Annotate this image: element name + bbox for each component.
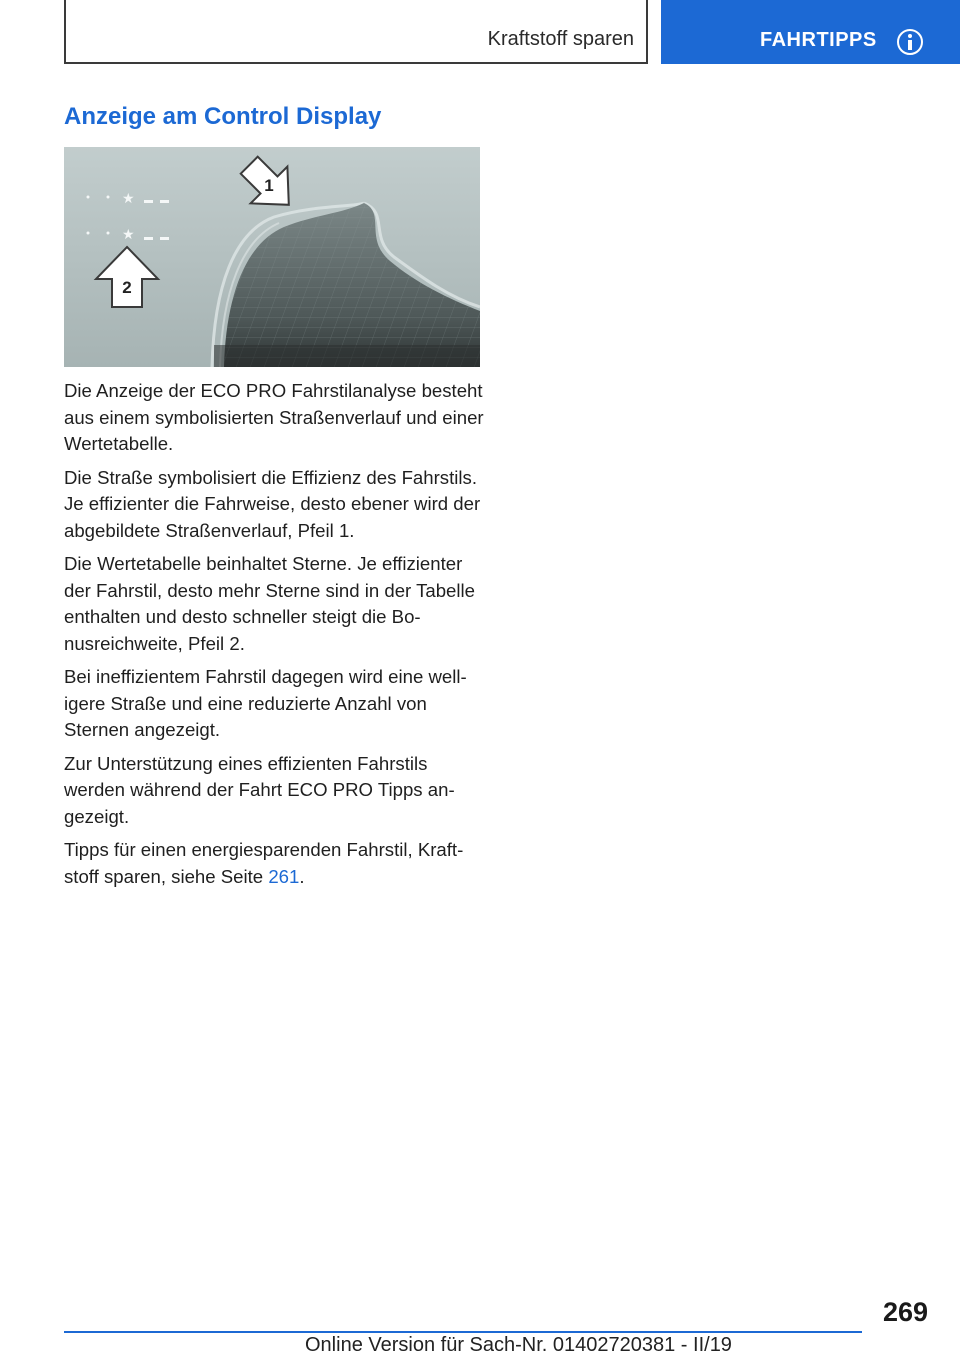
- body-text: [64, 378, 484, 897]
- page-number: 269: [882, 1297, 928, 1327]
- paragraph-6-text: Tipps für einen energiesparenden Fahrstil, Kraftstoff sparen, siehe Seite: [64, 839, 464, 887]
- header-section-box: [64, 0, 648, 64]
- eco-pro-display-figure: [64, 147, 480, 367]
- arrow-1-label: 1: [264, 176, 274, 195]
- svg-text:★: ★: [122, 227, 135, 243]
- paragraph-6-end: .: [299, 865, 305, 887]
- chapter-tab[interactable]: [661, 0, 960, 64]
- svg-text:★: ★: [122, 191, 135, 207]
- paragraph-1: Die Anzeige der ECO PRO Fahrstilanalyse besteht aus einem symbolisierten Straßenverlauf und einer Wertetabelle.: [64, 380, 484, 454]
- page-link-261[interactable]: 261: [268, 865, 300, 887]
- paragraph-6: [64, 837, 484, 890]
- section-title: Kraftstoff sparen: [487, 28, 634, 50]
- arrow-2-label: 2: [122, 278, 132, 297]
- footer-version-text: Online Version für Sach-Nr. 01402720381 - II/19: [305, 1334, 732, 1356]
- paragraph-5: Zur Unterstützung eines effizienten Fahrstils werden während der Fahrt ECO PRO Tipps angezeigt.: [64, 752, 455, 827]
- info-icon[interactable]: [897, 29, 923, 55]
- footer-divider: [64, 1331, 862, 1333]
- paragraph-4: Bei ineffizientem Fahrstil dagegen wird eine welligere Straße und eine reduzierte Anzahl von Sternen angezeigt.: [64, 666, 467, 740]
- chapter-title: FAHRTIPPS: [760, 29, 877, 51]
- page-heading: Anzeige am Control Display: [64, 103, 382, 130]
- paragraph-3: Die Wertetabelle beinhaltet Sterne. Je effizienter der Fahrstil, desto mehr Sterne sind in der Tabelle enthalten und desto schneller steigt die Bonusreichweite, Pfeil 2.: [64, 553, 475, 654]
- paragraph-2: Die Straße symbolisiert die Effizienz des Fahrstils. Je effizienter die Fahrweise, desto ebener wird der abgebildete Straßenverlauf, Pfeil 1.: [64, 466, 481, 541]
